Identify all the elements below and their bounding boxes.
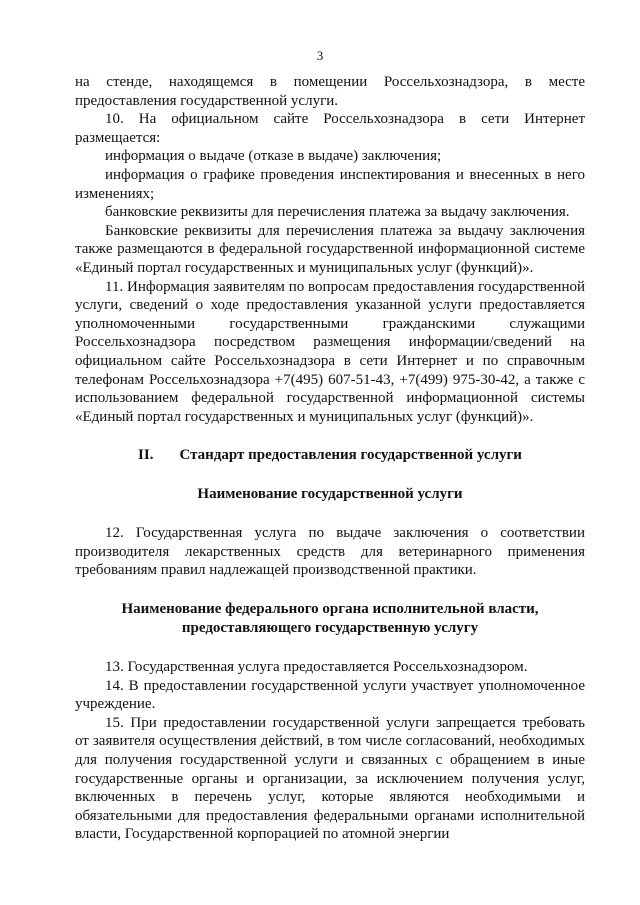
spacer: [75, 580, 585, 600]
paragraph-10: 10. На официальном сайте Россельхознадзора в сети Интернет размещается:: [75, 111, 585, 146]
paragraph-bank-details-portal: Банковские реквизиты для перечисления платежа за выдачу заключения также размещаются в федеральной государственной информационной системе «Единый портал государственных и муниципальных услуг (функций)».: [75, 222, 585, 276]
section-number: II.: [138, 447, 154, 464]
list-item-info-schedule: информация о графике проведения инспектирования и внесенных в него изменениях;: [75, 166, 585, 202]
paragraph-12: 12. Государственная услуга по выдаче заключения о соответствии производителя лекарственных средств для ветеринарного применения требованиям правил надлежащей производственной практики.: [75, 525, 585, 579]
page-number: 3: [316, 48, 324, 63]
subheading-service-name: Наименование государственной услуги: [197, 486, 463, 503]
spacer: [75, 465, 585, 485]
subheading-authority-line2: предоставляющего государственную услугу: [181, 620, 479, 637]
section-title: Стандарт предоставления государственной услуги: [179, 447, 522, 464]
list-item-info-issue: информация о выдаче (отказе в выдаче) заключения;: [105, 148, 442, 165]
spacer: [75, 638, 585, 658]
paragraph-15: 15. При предоставлении государственной услуги запрещается требовать от заявителя осуществления действий, в том числе согласований, необходимых для получения государственной услуги и связанных с обращением в иные государственные органы и организации, за исключением получения услуг, включенных в перечень услуг, которые являются необходимыми и обязательными для предоставления федеральными органами исполнительной власти, Государственной корпорацией по атомной энергии: [75, 714, 585, 843]
paragraph-14: 14. В предоставлении государственной услуги участвует уполномоченное учреждение.: [75, 677, 585, 713]
paragraph-continuation: на стенде, находящемся в помещении Россельхознадзора, в месте предоставления государственной услуги.: [75, 74, 585, 109]
subheading-authority-line1: Наименование федерального органа исполнительной власти,: [121, 601, 539, 618]
paragraph-13: 13. Государственная услуга предоставляется Россельхознадзором.: [105, 659, 528, 676]
document-body: [75, 73, 585, 844]
spacer: [75, 426, 585, 446]
paragraph-11: 11. Информация заявителям по вопросам предоставления государственной услуги, сведений о ходе предоставления указанной услуги предоставляется уполномоченными государственными гражданскими служащими Россельхознадзора посредством размещения информации/сведений на официальном сайте Россельхознадзора в сети Интернет и по справочным телефонам Россельхознадзора +7(495) 607-51-43, +7(499) 975-30-42, а также с использованием федеральной государственной информационной системы «Единый портал государственных и муниципальных услуг (функций)».: [75, 278, 585, 425]
spacer: [75, 504, 585, 524]
list-item-bank-details: банковские реквизиты для перечисления платежа за выдачу заключения.: [105, 204, 570, 221]
section-heading: [75, 446, 585, 465]
